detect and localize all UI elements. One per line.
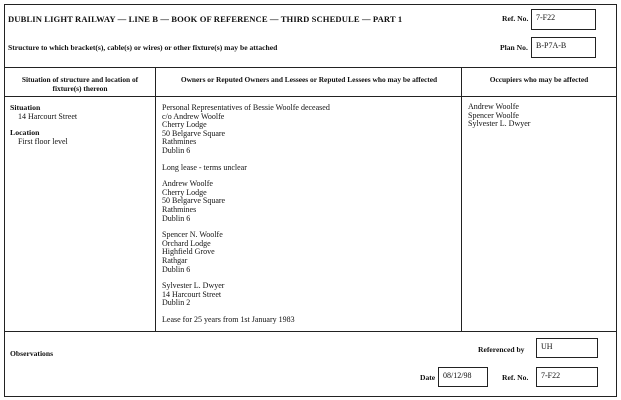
owner-block [162, 231, 330, 274]
owner-line: Highfield Grove [162, 247, 215, 257]
owner-line: Spencer N. Woolfe [162, 230, 223, 240]
column-divider-2 [461, 67, 462, 331]
owners-cell [162, 104, 330, 332]
situation-label: Situation [10, 103, 41, 112]
owner-line: Dublin 6 [162, 145, 191, 155]
owner-line: c/o Andrew Woolfe [162, 111, 225, 121]
owner-line: Lease for 25 years from 1st January 1983 [162, 314, 295, 324]
owner-line: 50 Belgarve Square [162, 128, 226, 138]
owner-line: Rathgar [162, 255, 188, 265]
owner-line: Andrew Woolfe [162, 179, 213, 189]
owner-line: Dublin 6 [162, 264, 191, 274]
form-title: DUBLIN LIGHT RAILWAY — LINE B — BOOK OF REFERENCE — THIRD SCHEDULE — PART 1 [8, 14, 403, 24]
owners-column-header: Owners or Reputed Owners and Lessees or Reputed Lessees who may be affected [180, 75, 438, 84]
occupier-line: Spencer Woolfe [468, 110, 519, 120]
referenced-by-label: Referenced by [478, 345, 525, 354]
date-label: Date [420, 373, 436, 382]
owner-line: Cherry Lodge [162, 120, 207, 130]
footer-ref-no-label: Ref. No. [502, 373, 529, 382]
table-top-rule [4, 67, 617, 68]
owner-line: 50 Belgarve Square [162, 196, 226, 206]
owner-line: Rathmines [162, 204, 197, 214]
location-value: First floor level [18, 136, 68, 146]
owner-block [162, 164, 330, 173]
location-label: Location [10, 128, 40, 138]
owner-line: Sylvester L. Dwyer [162, 281, 225, 291]
occupiers-cell [468, 103, 530, 129]
owner-block [162, 282, 330, 308]
structure-text: Structure to which bracket(s), cable(s) or wires) or other fixture(s) may be attached [8, 43, 278, 52]
situation-value: 14 Harcourt Street [18, 111, 78, 121]
owner-block [162, 316, 330, 325]
owner-line: Rathmines [162, 137, 197, 147]
referenced-by-field[interactable]: UH [536, 338, 598, 358]
ref-no-field[interactable]: 7-F22 [531, 9, 596, 30]
owner-line: 14 Harcourt Street [162, 289, 222, 299]
owner-line: Personal Representatives of Bessie Woolfe deceased [162, 103, 330, 112]
owner-block [162, 104, 330, 156]
ref-no-label: Ref. No. [502, 14, 529, 23]
situation-column-header: Situation of structure and location of fixture(s) thereon [21, 75, 139, 93]
owner-line: Cherry Lodge [162, 187, 207, 197]
occupier-line: Sylvester L. Dwyer [468, 119, 531, 129]
date-field[interactable]: 08/12/98 [438, 367, 488, 387]
footer-ref-no-field[interactable]: 7-F22 [536, 367, 598, 387]
situation-cell [10, 104, 77, 146]
owner-block [162, 180, 330, 223]
occupier-line: Andrew Woolfe [468, 102, 519, 111]
owner-line: Orchard Lodge [162, 238, 211, 248]
owner-line: Dublin 6 [162, 213, 191, 223]
table-header-rule [4, 96, 617, 97]
column-divider-1 [155, 67, 156, 331]
observations-label: Observations [10, 349, 54, 358]
occupiers-column-header: Occupiers who may be affected [489, 75, 589, 84]
plan-no-label: Plan No. [500, 43, 528, 52]
plan-no-field[interactable]: B-P7A-B [531, 37, 596, 58]
owner-line: Dublin 2 [162, 298, 191, 308]
owner-line: Long lease - terms unclear [162, 162, 247, 172]
